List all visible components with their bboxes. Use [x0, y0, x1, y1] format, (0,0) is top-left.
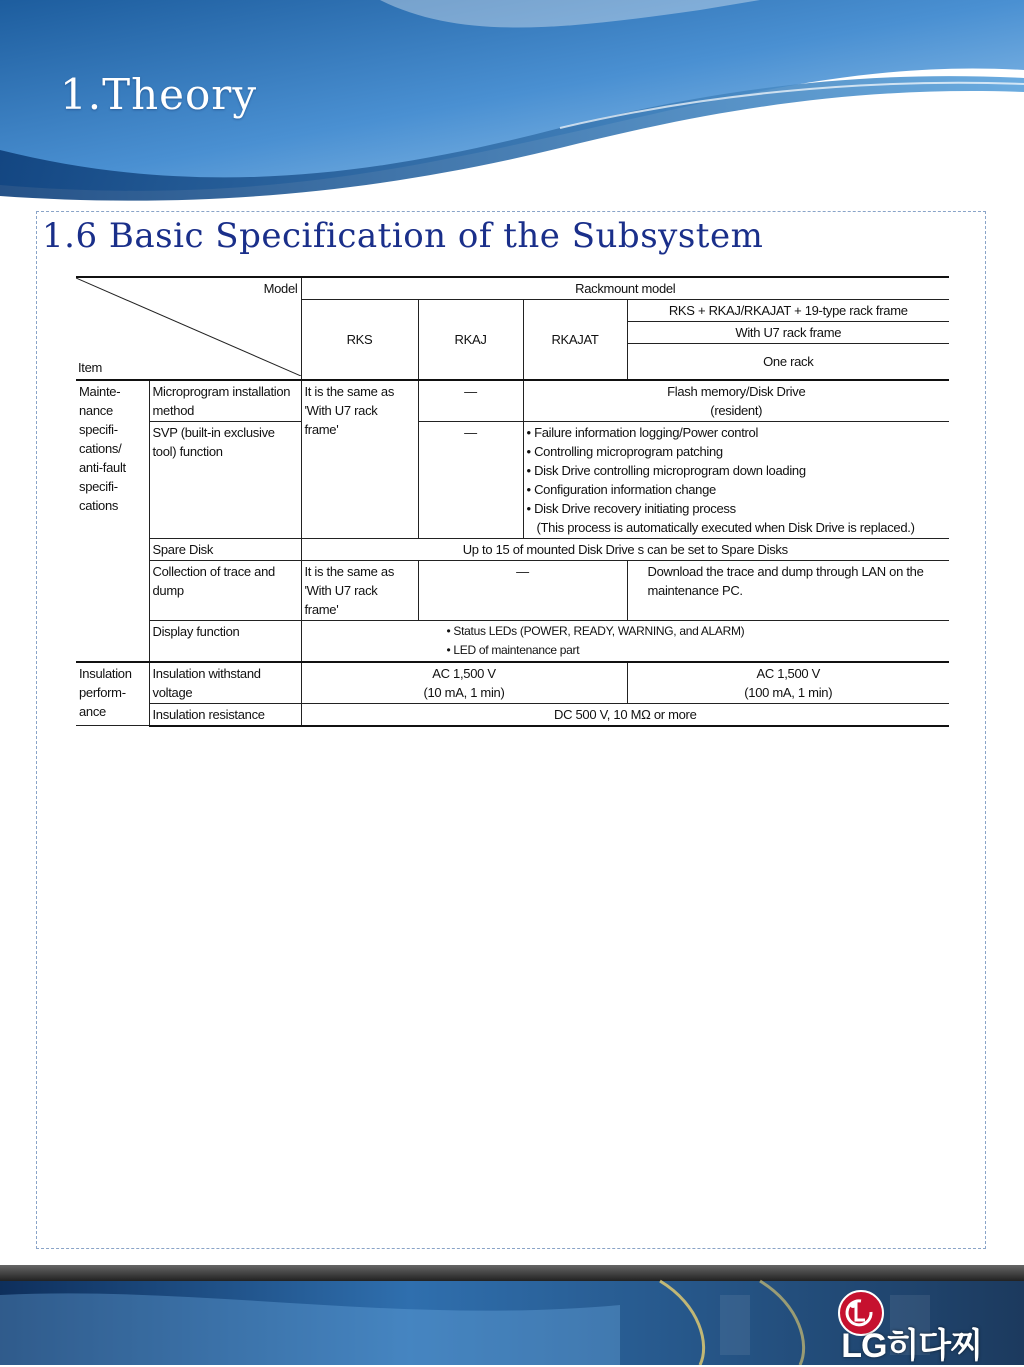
withstand-label: Insulation withstand voltage: [149, 662, 301, 704]
microprogram-rkaj-cell: —: [418, 380, 523, 422]
trace-middle-cell: —: [418, 560, 627, 620]
col-rks-header: RKS: [301, 300, 418, 380]
spare-disk-label: Spare Disk: [149, 538, 301, 560]
list-item: • Disk Drive controlling microprogram down loading: [526, 462, 806, 478]
resistance-value: DC 500 V, 10 MΩ or more: [301, 703, 949, 726]
svp-note: (This process is automatically executed when Disk Drive is replaced.): [536, 519, 915, 535]
col-rkajat-header: RKAJAT: [523, 300, 627, 380]
header-banner: [0, 0, 1024, 205]
rackmount-model-header: Rackmount model: [301, 277, 949, 300]
group-insulation-cell: Insulation perform- ance: [76, 662, 149, 726]
corner-item-label: Item: [78, 359, 103, 375]
list-item: • Failure information logging/Power control: [526, 424, 759, 440]
microprogram-label: Microprogram installation method: [149, 380, 301, 422]
microprogram-value-cell: Flash memory/Disk Drive (resident): [523, 380, 949, 422]
spec-table: [76, 276, 949, 727]
one-rack-header: One rack: [627, 344, 949, 380]
microprogram-rks-cell: It is the same as 'With U7 rack frame': [301, 380, 418, 539]
spare-disk-value: Up to 15 of mounted Disk Drive s can be set to Spare Disks: [301, 538, 949, 560]
display-function-label: Display function: [149, 620, 301, 662]
trace-rks-cell: It is the same as 'With U7 rack frame': [301, 560, 418, 620]
col-rkaj-header: RKAJ: [418, 300, 523, 380]
trace-value-cell: Download the trace and dump through LAN on the maintenance PC.: [627, 560, 949, 620]
withstand-left-value: AC 1,500 V (10 mA, 1 min): [301, 662, 627, 704]
with-u7-header: With U7 rack frame: [627, 322, 949, 344]
corner-model-label: Model: [263, 281, 298, 296]
list-item: • Disk Drive recovery initiating process: [526, 500, 736, 516]
list-item: • Controlling microprogram patching: [526, 443, 723, 459]
svp-rkaj-cell: —: [418, 421, 523, 538]
brand-logo-text: LG히다찌: [841, 1327, 982, 1365]
section-heading: 1.6 Basic Specification of the Subsystem: [42, 216, 764, 256]
display-function-list: [301, 620, 949, 662]
slide-title: 1.Theory: [60, 70, 258, 119]
rack-frame-header: RKS + RKAJ/RKAJAT + 19-type rack frame: [627, 300, 949, 322]
withstand-right-value: AC 1,500 V (100 mA, 1 min): [627, 662, 949, 704]
list-item: • Configuration information change: [526, 481, 716, 497]
svp-label: SVP (built-in exclusive tool) function: [149, 421, 301, 538]
list-item: • Status LEDs (POWER, READY, WARNING, and ALARM): [446, 623, 745, 638]
list-item: • LED of maintenance part: [446, 642, 580, 657]
resistance-label: Insulation resistance: [149, 703, 301, 726]
corner-header-cell: [76, 277, 301, 380]
group-maintenance-cell: Mainte- nance specifi- cations/ anti-fault specifi- cations: [76, 380, 149, 662]
trace-label: Collection of trace and dump: [149, 560, 301, 620]
svp-function-list: [523, 421, 949, 538]
